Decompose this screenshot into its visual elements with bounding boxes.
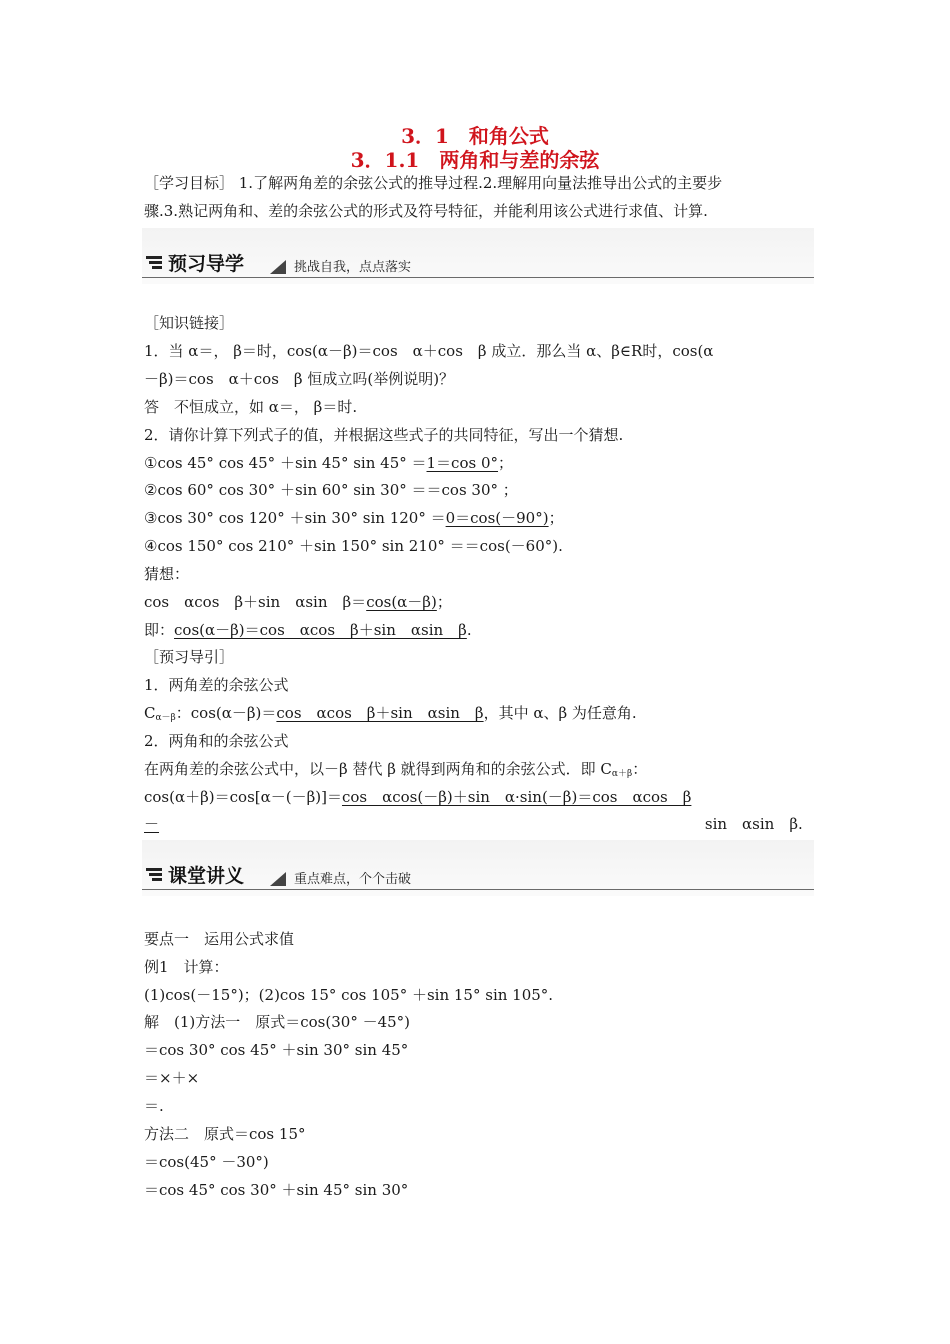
guide-1-formula [144,703,637,728]
guide-2-formula [144,787,691,807]
calc-1-text: ①cos 45° cos 45° ＋sin 45° sin 45° ＝ [144,454,427,472]
that-is-end: . [466,621,472,639]
calc-4: ④cos 150° cos 210° ＋sin 150° sin 210° ＝＝cos(－60°). [144,537,563,555]
question-1-line-2: －β)＝cos α＋cos β 恒成立吗(举例说明)？ [144,370,455,388]
preview-banner [142,228,814,284]
calc-3 [144,508,564,528]
banner-stripes-icon [146,256,162,272]
banner-rule [142,277,814,278]
calc-3-text: ③cos 30° cos 120° ＋sin 30° sin 120° ＝ [144,509,446,527]
objectives-line-1: ［学习目标］ 1.了解两角差的余弦公式的推导过程.2.理解用向量法推导出公式的主要步 [144,174,723,192]
banner-triangle-icon [270,872,286,886]
calc-3-answer: 0＝cos(－90°) [445,509,549,527]
guide-2-cont-right: sin αsin β [704,815,798,833]
guide-2-line-1-sub: α＋β [611,769,633,779]
solution-line-6: ＝cos(45° －30°) [144,1153,269,1171]
solution-line-4: ＝. [144,1097,164,1115]
that-is-answer: cos(α－β)＝cos αcos β＋sin αsin β [174,621,467,639]
guess-label: 猜想： [144,565,190,583]
objectives-line-2: 骤.3.熟记两角和、差的余弦公式的形式及符号特征，并能利用该公式进行求值、计算. [144,202,708,220]
banner-rule [142,889,814,890]
point-1-heading: 要点一 运用公式求值 [144,930,295,948]
lecture-heading: 课堂讲义 [168,865,245,887]
guide-1-text: ：cos(α－β)＝ [175,704,277,722]
guess-text: cos αcos β＋sin αsin β＝ [144,593,367,611]
guide-2-cont-left: － [144,815,160,833]
that-is-formula [144,620,472,640]
solution-line-2: ＝cos 30° cos 45° ＋sin 30° sin 45° [144,1041,409,1059]
example-1-label: 例1 计算： [144,958,229,976]
section-title: 3．1 和角公式 [401,124,549,148]
subsection-title: 3．1.1 两角和与差的余弦 [350,148,600,172]
answer-1: 答 不恒成立，如 α＝， β＝时. [144,398,358,416]
guide-1-end: ，其中 α、β 为任意角. [483,704,637,722]
guide-2-line-1-text: 在两角差的余弦公式中，以－β 替代 β 就得到两角和的余弦公式．即 C [144,760,612,778]
question-1-line-1: 1．当 α＝， β＝时，cos(α－β)＝cos α＋cos β 成立．那么当 α、β∈R时，cos(α [144,342,714,360]
calc-1-end: ； [498,454,514,472]
lecture-banner [142,840,814,896]
solution-line-3: ＝×＋× [144,1069,200,1087]
solution-line-7: ＝cos 45° cos 30° ＋sin 45° sin 30° [144,1181,409,1199]
lecture-slogan: 重点难点，个个击破 [294,872,412,887]
guide-1-symbol-sub: α－β [155,713,176,723]
preview-heading: 预习导学 [168,253,245,275]
guide-label: ［预习导引］ [144,648,235,666]
guide-2-line-1-end: ： [632,760,648,778]
guide-2-title: 2．两角和的余弦公式 [144,732,289,750]
calc-3-end: ； [548,509,564,527]
guide-1-answer: cos αcos β＋sin αsin β [276,704,484,722]
calc-1 [144,453,513,473]
guide-2-formula-cont [144,814,806,834]
guess-end: ； [436,593,452,611]
that-is-label: 即： [144,621,175,639]
example-1-items: (1)cos(－15°)；(2)cos 15° cos 105° ＋sin 15° sin 105°. [144,986,554,1004]
guide-2-line-1 [144,759,647,784]
guide-2-formula-text: cos(α＋β)＝cos[α－(－β)]＝ [144,788,342,806]
calc-1-answer: 1＝cos 0° [426,454,499,472]
guide-1-symbol: C [144,704,156,722]
calc-2: ②cos 60° cos 30° ＋sin 60° sin 30° ＝＝cos 30° ； [144,481,518,499]
guess-formula [144,592,452,612]
banner-stripes-icon [146,868,162,884]
guess-answer: cos(α－β) [366,593,437,611]
guide-2-cont-underlined [144,814,798,834]
guide-1-title: 1．两角差的余弦公式 [144,676,289,694]
solution-line-5: 方法二 原式＝cos 15° [144,1125,306,1143]
banner-triangle-icon [270,260,286,274]
guide-2-end: . [798,815,803,833]
knowledge-link-label: ［知识链接］ [144,314,235,332]
question-2: 2．请你计算下列式子的值，并根据这些式子的共同特征，写出一个猜想. [144,426,624,444]
guide-2-formula-answer: cos αcos(－β)＋sin α·sin(－β)＝cos αcos β [341,788,692,806]
solution-line-1: 解 (1)方法一 原式＝cos(30° －45°) [144,1013,411,1031]
preview-slogan: 挑战自我，点点落实 [294,260,412,275]
